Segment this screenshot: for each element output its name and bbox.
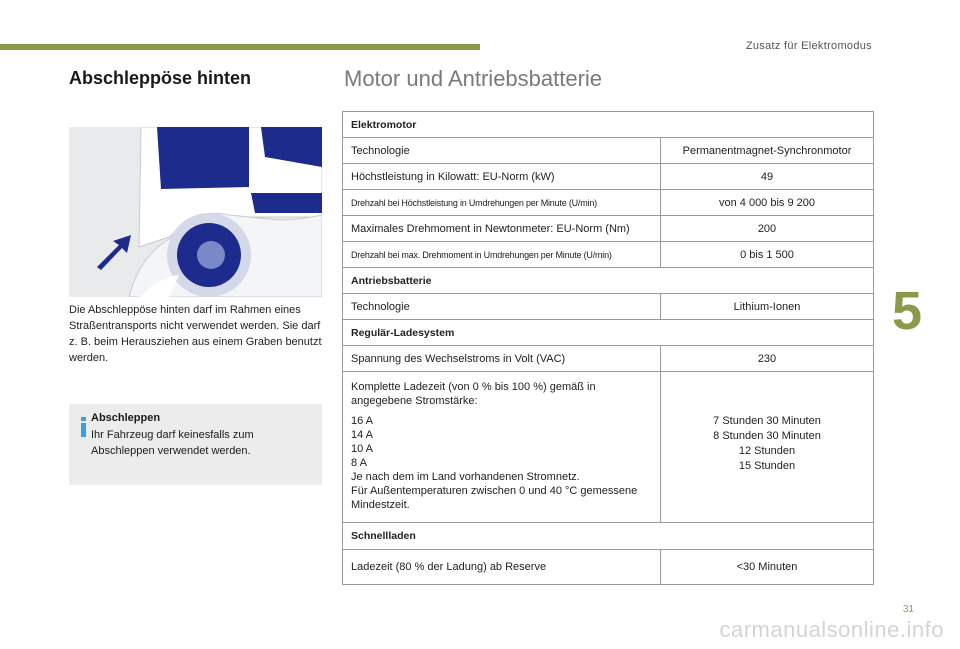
- charge-times-cell: [661, 372, 874, 523]
- row-label: Höchstleistung in Kilowatt: EU-Norm (kW): [343, 164, 661, 190]
- towing-eye-description: Die Abschleppöse hinten darf im Rahmen eines Straßentransports nicht verwendet werden. Sie darf z. B. beim Herausziehen aus einem Graben benutzt werden.: [69, 304, 322, 364]
- towing-info-box: [69, 404, 322, 485]
- car-rear-drawing: [69, 127, 322, 297]
- table-row: [343, 294, 874, 320]
- row-value: 200: [661, 216, 874, 242]
- regular-charging-header: Regulär-Ladesystem: [343, 320, 874, 346]
- row-label: Ladezeit (80 % der Ladung) ab Reserve: [343, 550, 661, 585]
- row-label: Drehzahl bei max. Drehmoment in Umdrehungen per Minute (U/min): [343, 242, 661, 268]
- table-row: [343, 268, 874, 294]
- row-value: Permanentmagnet-Synchronmotor: [661, 138, 874, 164]
- table-row: [343, 216, 874, 242]
- section-header: Zusatz für Elektromodus: [745, 40, 872, 52]
- charge-intro: Komplette Ladezeit (von 0 % bis 100 %) gemäß in angegebene Stromstärke:: [351, 381, 596, 407]
- info-text: Ihr Fahrzeug darf keinesfalls zum Abschleppen verwendet werden.: [91, 429, 254, 457]
- table-row: [343, 320, 874, 346]
- charge-time: 15 Stunden: [738, 460, 796, 472]
- row-label: Technologie: [343, 138, 661, 164]
- charge-note: Je nach dem im Land vorhandenen Stromnetz.: [351, 471, 580, 483]
- charge-time-cell: [343, 372, 661, 523]
- header-accent-bar: [0, 44, 480, 50]
- table-row: [343, 523, 874, 550]
- fast-charging-header: Schnellladen: [343, 523, 874, 550]
- motor-header: Elektromotor: [343, 112, 874, 138]
- towing-eye-title: Abschleppöse hinten: [69, 68, 252, 88]
- charge-amp: 14 A: [351, 429, 374, 441]
- charge-amp: 8 A: [351, 457, 367, 469]
- motor-battery-title: Motor und Antriebsbatterie: [344, 66, 603, 91]
- row-label: Technologie: [343, 294, 661, 320]
- table-row: [343, 112, 874, 138]
- charge-amp: 16 A: [351, 415, 374, 427]
- charge-time: 12 Stunden: [738, 445, 796, 457]
- table-row: [343, 138, 874, 164]
- row-value: <30 Minuten: [661, 550, 874, 585]
- table-row: [343, 164, 874, 190]
- row-value: 230: [661, 346, 874, 372]
- watermark: carmanualsonline.info: [719, 617, 944, 642]
- row-label: Drehzahl bei Höchstleistung in Umdrehungen per Minute (U/min): [343, 190, 661, 216]
- table-row: [343, 372, 874, 523]
- table-row: [343, 190, 874, 216]
- towing-eye-illustration: [69, 127, 322, 297]
- chapter-number: 5: [892, 281, 923, 341]
- battery-header: Antriebsbatterie: [343, 268, 874, 294]
- page-number: 31: [902, 604, 914, 615]
- charge-amp: 10 A: [351, 443, 374, 455]
- table-row: [343, 550, 874, 585]
- row-value: von 4 000 bis 9 200: [661, 190, 874, 216]
- row-label: Spannung des Wechselstroms in Volt (VAC): [343, 346, 661, 372]
- charge-note: Für Außentemperaturen zwischen 0 und 40 °C gemessene Mindestzeit.: [351, 485, 638, 511]
- row-label: Maximales Drehmoment in Newtonmeter: EU-Norm (Nm): [343, 216, 661, 242]
- motor-battery-spec-table: [342, 111, 874, 585]
- row-value: Lithium-Ionen: [661, 294, 874, 320]
- charge-time: 8 Stunden 30 Minuten: [713, 430, 821, 442]
- table-row: [343, 346, 874, 372]
- info-title: Abschleppen: [91, 412, 161, 424]
- row-value: 0 bis 1 500: [661, 242, 874, 268]
- row-value: 49: [661, 164, 874, 190]
- info-icon: [77, 416, 91, 438]
- table-row: [343, 242, 874, 268]
- charge-time: 7 Stunden 30 Minuten: [713, 415, 821, 427]
